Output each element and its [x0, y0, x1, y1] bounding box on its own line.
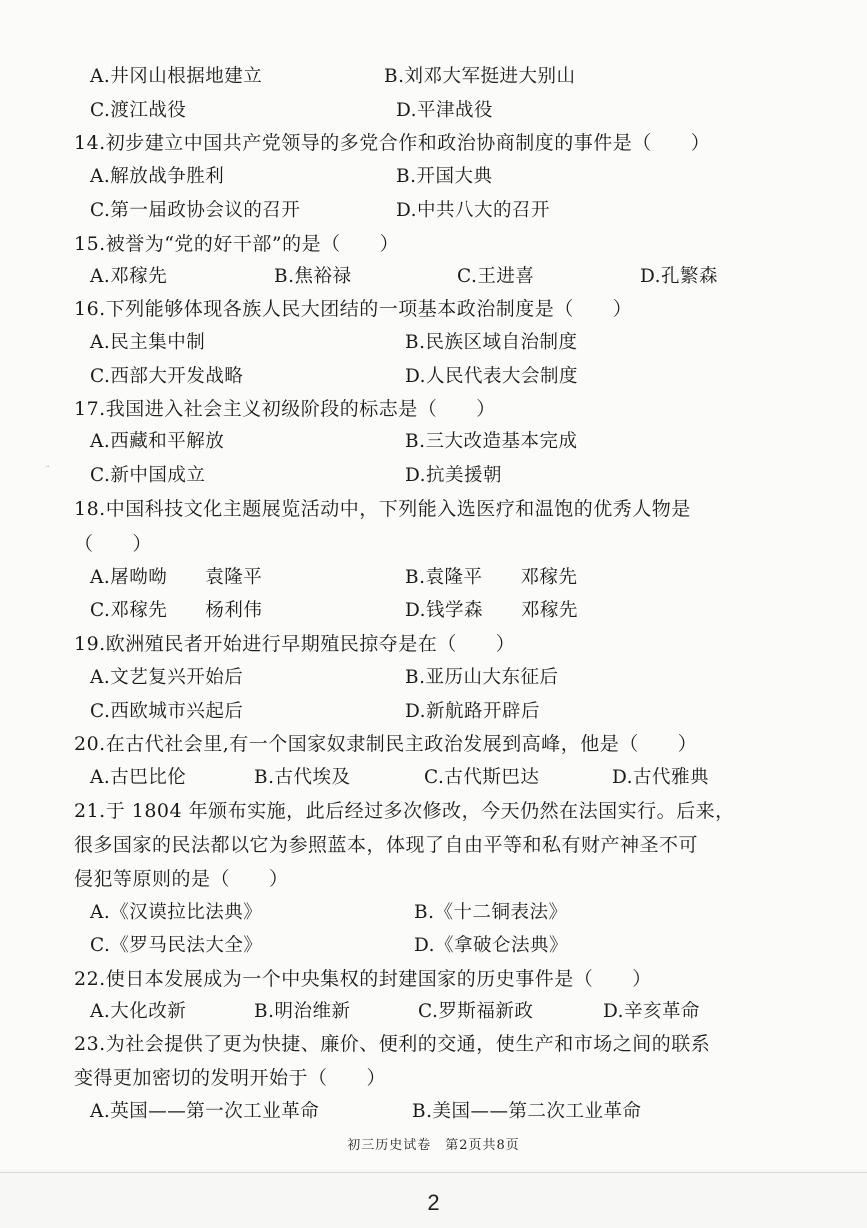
q23-option-a: A.英国——第一次工业革命	[90, 1101, 320, 1122]
q17-option-b: B.三大改造基本完成	[405, 431, 578, 452]
q17-option-c: C.新中国成立	[90, 465, 206, 486]
q17-question: 17.我国进入社会主义初级阶段的标志是（ ）	[74, 398, 496, 420]
q18-option-c: C.邓稼先 杨利伟	[90, 600, 263, 621]
q15-option-b: B.焦裕禄	[274, 266, 352, 287]
q20-option-d: D.古代雅典	[612, 767, 710, 788]
q16-option-c: C.西部大开发战略	[90, 366, 244, 387]
q17-option-a: A.西藏和平解放	[90, 431, 225, 452]
page-footer: 初三历史试卷 第2页共8页	[347, 1138, 520, 1153]
q14-option-a: A.解放战争胜利	[90, 166, 225, 187]
q16-question: 16.下列能够体现各族人民大团结的一项基本政治制度是（ ）	[74, 298, 633, 320]
q13-option-b: B.刘邓大军挺进大别山	[384, 66, 576, 87]
q18-option-b: B.袁隆平 邓稼先	[405, 567, 578, 588]
q16-option-d: D.人民代表大会制度	[405, 366, 579, 387]
exam-page: ᵕ A.井冈山根据地建立 B.刘邓大军挺进大别山 C.渡江战役 D.平津战役 14.初步建立中国共产党领导的多党合作和政治协商制度的事件是（ ） A.解放战争胜利 B.开国大典 C.第一届政协会议的召开 D.中共八大的召开 15.被誉为“党的好干部”的是（ ） A.邓稼先 B.焦裕禄 C.王进喜 D.孔繁森 16.下列能够体现各族人民大团结的一项基本政治制度是（ ） A.民主集中制 B.民族区域自治制度 C.西部大开发战略 D.人民代表大会制度 17.我国进入社会主义初级阶段的标志是（ ） A.西藏和平解放 B.三大改造基本完成 C.新中国成立 D.抗美援朝 18.中国科技文化主题展览活动中，下列能入选医疗和温饱的优秀人物是 （ ） A.屠呦呦 袁隆平 B.袁隆平 邓稼先 C.邓稼先 杨利伟 D.钱学森 邓稼先 19.欧洲殖民者开始进行早期殖民掠夺是在（ ） A.文艺复兴开始后 B.亚历山大东征后 C.西欧城市兴起后 D.新航路开辟后 20.在古代社会里,有一个国家奴隶制民主政治发展到高峰，他是（ ） A.古巴比伦 B.古代埃及 C.古代斯巴达 D.古代雅典 21.于 1804 年颁布实施，此后经过多次修改，今天仍然在法国实行。后来， 很多国家的民法都以它为参照蓝本，体现了自由平等和私有财产神圣不可 侵犯等原则的是（ ） A.《汉谟拉比法典》 B.《十二铜表法》 C.《罗马民法大全》 D.《拿破仑法典》 22.使日本发展成为一个中央集权的封建国家的历史事件是（ ） A.大化改新 B.明治维新 C.罗斯福新政 D.辛亥革命 23.为社会提供了更为快捷、廉价、便利的交通，使生产和市场之间的联系 变得更加密切的发明开始于（ ） A.英国——第一次工业革命 B.美国——第二次工业革命 初三历史试卷 第2页共8页	[0, 0, 867, 1170]
q18-question: 18.中国科技文化主题展览活动中，下列能入选医疗和温饱的优秀人物是	[74, 498, 691, 520]
q17-option-d: D.抗美援朝	[405, 465, 503, 486]
q22-option-a: A.大化改新	[90, 1001, 187, 1022]
q20-option-a: A.古巴比伦	[90, 767, 187, 788]
q16-option-a: A.民主集中制	[90, 332, 206, 353]
q23-option-b: B.美国——第二次工业革命	[412, 1101, 642, 1122]
q23-question-line2: 变得更加密切的发明开始于（ ）	[74, 1067, 387, 1089]
q20-option-c: C.古代斯巴达	[424, 767, 540, 788]
q21-option-c: C.《罗马民法大全》	[90, 935, 263, 956]
q22-option-d: D.辛亥革命	[603, 1001, 701, 1022]
page-number: 2	[427, 1190, 440, 1215]
q19-question: 19.欧洲殖民者开始进行早期殖民掠夺是在（ ）	[74, 633, 516, 655]
q21-option-d: D.《拿破仑法典》	[414, 935, 569, 956]
q14-option-c: C.第一届政协会议的召开	[90, 200, 301, 221]
q22-option-c: C.罗斯福新政	[418, 1001, 534, 1022]
q21-option-b: B.《十二铜表法》	[414, 902, 568, 923]
q19-option-c: C.西欧城市兴起后	[90, 701, 244, 722]
q19-option-a: A.文艺复兴开始后	[90, 667, 244, 688]
q21-question-line3: 侵犯等原则的是（ ）	[74, 868, 289, 890]
q14-option-d: D.中共八大的召开	[396, 200, 551, 221]
q15-question: 15.被誉为“党的好干部”的是（ ）	[74, 233, 400, 255]
q16-option-b: B.民族区域自治制度	[405, 332, 578, 353]
q19-option-d: D.新航路开辟后	[405, 701, 541, 722]
q20-question: 20.在古代社会里,有一个国家奴隶制民主政治发展到高峰，他是（ ）	[74, 733, 698, 755]
page-divider	[0, 1172, 867, 1173]
q22-option-b: B.明治维新	[254, 1001, 351, 1022]
q13-option-d: D.平津战役	[396, 100, 494, 121]
q13-option-a: A.井冈山根据地建立	[90, 66, 263, 87]
q15-option-d: D.孔繁森	[640, 266, 719, 287]
q21-question-line2: 很多国家的民法都以它为参照蓝本，体现了自由平等和私有财产神圣不可	[74, 834, 699, 856]
q18-question-cont: （ ）	[74, 533, 153, 555]
q14-option-b: B.开国大典	[396, 166, 493, 187]
q19-option-b: B.亚历山大东征后	[405, 667, 559, 688]
q21-question-line1: 21.于 1804 年颁布实施，此后经过多次修改，今天仍然在法国实行。后来，	[74, 800, 735, 822]
q22-question: 22.使日本发展成为一个中央集权的封建国家的历史事件是（ ）	[74, 968, 652, 990]
q21-option-a: A.《汉谟拉比法典》	[90, 902, 263, 923]
q14-question: 14.初步建立中国共产党领导的多党合作和政治协商制度的事件是（ ）	[74, 132, 711, 154]
q13-option-c: C.渡江战役	[90, 100, 187, 121]
q15-option-c: C.王进喜	[457, 266, 535, 287]
q15-option-a: A.邓稼先	[90, 266, 168, 287]
q23-question-line1: 23.为社会提供了更为快捷、廉价、便利的交通，使生产和市场之间的联系	[74, 1033, 711, 1055]
q20-option-b: B.古代埃及	[254, 767, 351, 788]
q18-option-a: A.屠呦呦 袁隆平	[90, 567, 263, 588]
q18-option-d: D.钱学森 邓稼先	[405, 600, 579, 621]
